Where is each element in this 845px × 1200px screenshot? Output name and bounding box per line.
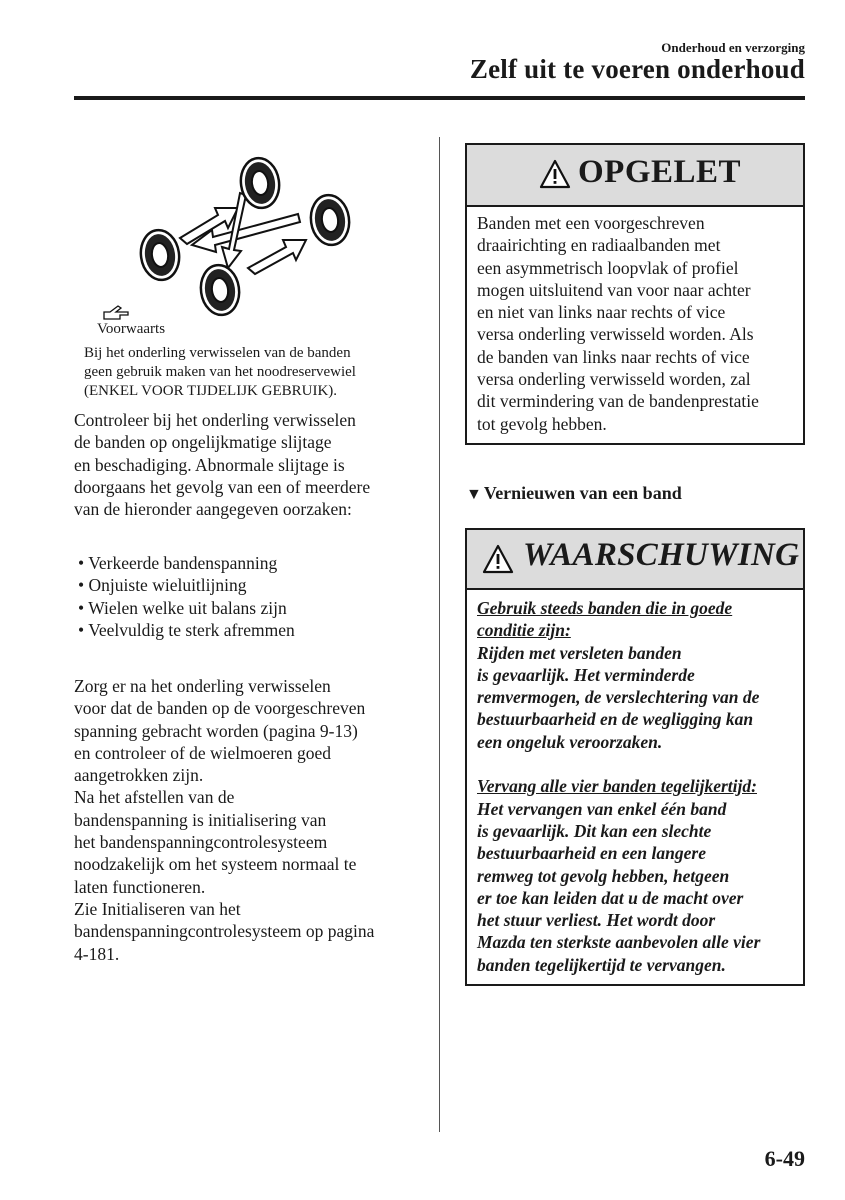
header-rule [74,96,805,100]
warning-subheading: Vervang alle vier banden tegelijkertijd: [477,776,757,797]
warning-box [465,528,805,986]
caption-line: Bij het onderling verwisselen van de banden [84,345,351,361]
spacer [477,753,760,775]
text-line: van de hieronder aangegeven oorzaken: [74,499,352,520]
tire-rotation-diagram [120,150,370,325]
text-line: draairichting en radiaalbanden met [477,235,721,256]
text-line: dit vermindering van de bandenprestatie [477,391,759,412]
warning-header [467,530,803,590]
text-line: is gevaarlijk. Het verminderde [477,664,695,685]
cause-list [78,552,295,641]
caution-box [465,143,805,445]
text-line: versa onderling verwisseld worden. Als [477,324,754,345]
rotation-arrows [180,193,306,274]
page-title: Zelf uit te voeren onderhoud [469,54,805,84]
text-line: mogen uitsluitend van voor naar achter [477,279,751,300]
tire-rear-right [198,263,243,318]
text-line: voor dat de banden op de voorgeschreven [74,698,366,719]
text-line: Zorg er na het onderling verwisselen [74,676,331,696]
subheading-text: Vernieuwen van een band [483,483,682,503]
text-line: een asymmetrisch loopvlak of profiel [477,257,739,278]
warning-text [477,597,760,976]
warning-triangle-icon [482,544,514,574]
list-item: • Verkeerde bandenspanning [78,553,278,573]
text-line: de banden op ongelijkmatige slijtage [74,432,332,453]
text-line: Het vervangen van enkel één band [477,798,727,819]
warning-subheading: Gebruik steeds banden die in goede [477,598,733,618]
caption-line: (ENKEL VOOR TIJDELIJK GEBRUIK). [84,383,338,399]
tire-front-right [308,193,353,248]
tire-rear-left [138,228,183,283]
text-line: banden tegelijkertijd te vervangen. [477,954,726,975]
text-line: Rijden met versleten banden [477,642,682,663]
text-line: Banden met een voorgeschreven [477,213,705,233]
page-number: 6-49 [764,1146,805,1171]
text-line: remvermogen, de verslechtering van de [477,687,760,708]
text-line: doorgaans het gevolg van een of meerdere [74,476,371,497]
list-item: • Wielen welke uit balans zijn [78,597,287,618]
warning-title: WAARSCHUWING [523,537,800,573]
text-line: aangetrokken zijn. [74,765,204,786]
caution-text [477,212,759,435]
intro-paragraph [74,409,370,520]
text-line: en controleer of de wielmoeren goed [74,742,332,763]
caution-header [467,145,803,207]
section-label: Onderhoud en verzorging [661,40,805,55]
text-line: het stuur verliest. Het wordt door [477,910,716,931]
text-line: er toe kan leiden dat u de macht over [477,887,744,908]
list-item: • Onjuiste wieluitlijning [78,575,247,596]
figure-caption [84,344,404,401]
text-line: en beschadiging. Abnormale slijtage is [74,454,345,475]
text-line: remweg tot gevolg hebben, hetgeen [477,865,730,886]
text-line: versa onderling verwisseld worden, zal [477,369,751,390]
warning-triangle-icon [539,159,571,189]
list-item: • Veelvuldig te sterk afremmen [78,619,295,640]
text-line: noodzakelijk om het systeem normaal te [74,854,357,875]
text-line: tot gevolg hebben. [477,413,607,434]
text-line: bandenspanningcontrolesysteem op pagina [74,921,375,942]
text-line: is gevaarlijk. Dit kan een slechte [477,820,712,841]
caution-title: OPGELET [578,154,742,190]
text-line: Zie Initialiseren van het [74,898,241,919]
text-line: bandenspanning is initialisering van [74,809,327,830]
text-line: de banden van links naar rechts of vice [477,346,750,367]
column-divider [439,137,440,1132]
warning-subheading: conditie zijn: [477,620,571,641]
forward-label: Voorwaarts [97,321,166,337]
pointing-hand-icon [102,303,130,321]
text-line: een ongeluk veroorzaken. [477,731,663,752]
text-line: 4-181. [74,943,120,964]
text-line: Controleer bij het onderling verwisselen [74,410,356,430]
text-line: bestuurbaarheid en een langere [477,843,706,864]
text-line: het bandenspanningcontrolesysteem [74,832,328,853]
text-line: spanning gebracht worden (pagina 9-13) [74,720,358,741]
text-line: laten functioneren. [74,876,206,897]
triangle-marker-icon: ▼ [466,486,482,503]
text-line: Mazda ten sterkste aanbevolen alle vier [477,932,761,953]
text-line: bestuurbaarheid en de wegligging kan [477,709,754,730]
caption-line: geen gebruik maken van het noodreservewiel [84,364,356,380]
text-line: Na het afstellen van de [74,787,235,808]
subheading [466,483,682,504]
followup-paragraph [74,675,374,965]
text-line: en niet van links naar rechts of vice [477,302,726,323]
